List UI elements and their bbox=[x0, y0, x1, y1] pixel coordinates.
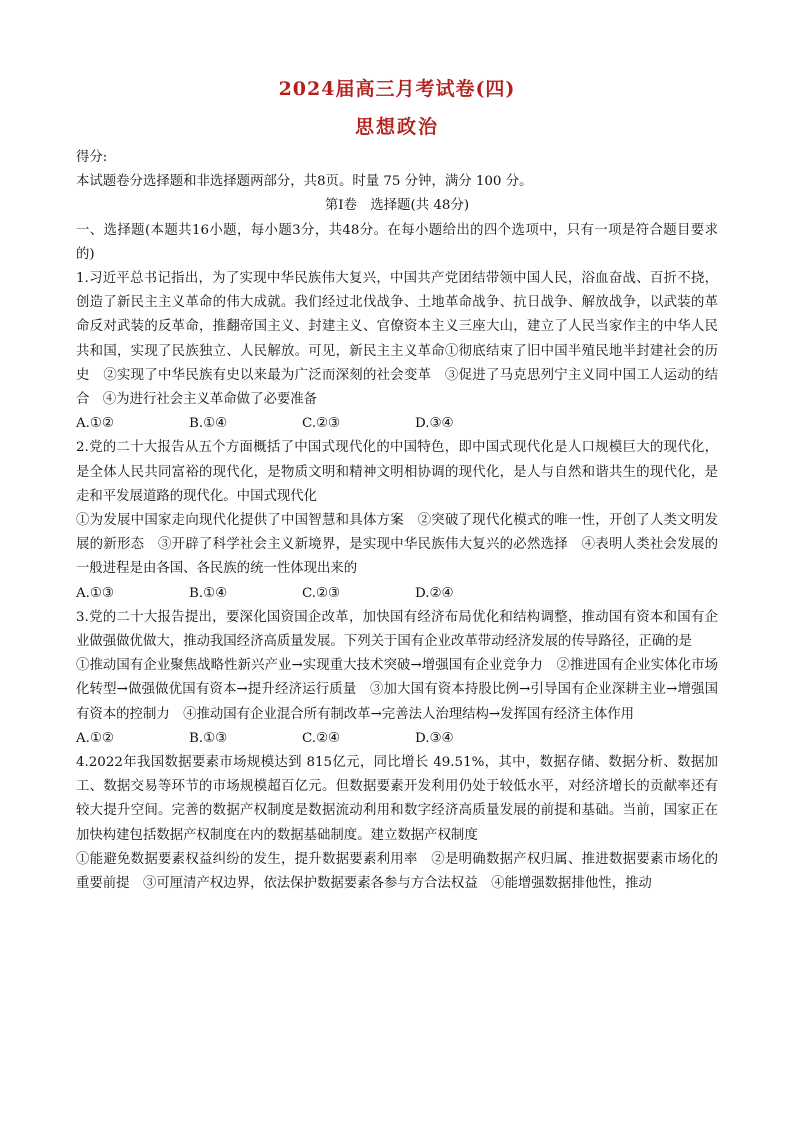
option-a: A.①③ bbox=[76, 585, 114, 601]
subject-title: 思想政治 bbox=[354, 116, 439, 138]
exam-intro: 本试题卷分选择题和非选择题两部分，共8页。时量 75 分钟，满分 100 分。 bbox=[76, 174, 533, 190]
option-b: B.①④ bbox=[189, 416, 228, 432]
question-1-stem: 1.习近平总书记指出，为了实现中华民族伟大复兴，中国共产党团结带领中国人民，浴血奋战、百折不挠，创造了新民主主义革命的伟大成就。我们经过北伐战争、土地革命战争、抗日战争、解放战争，以武装的革命反对武装的反革命，推翻帝国主义、封建主义、官僚资本主义三座大山，建立了人民当家作主的中华人民共和国，实现了民族独立、人民解放。可见，新民主主义革命①彻底结束了旧中国半殖民地半封建社会的历史 ②实现了中华民族有史以来最为广泛而深刻的社会变革 ③促进了马克思列宁主义同中国工人运动的结合 ④为进行社会主义革命做了必要准备 bbox=[76, 271, 718, 408]
option-b: B.①③ bbox=[189, 730, 228, 746]
option-d: D.③④ bbox=[415, 730, 454, 746]
question-3-options bbox=[76, 727, 718, 751]
exam-content bbox=[76, 146, 718, 896]
option-c: C.②③ bbox=[302, 585, 341, 601]
option-a: A.①② bbox=[76, 730, 114, 746]
question-2-stem: 2.党的二十大报告从五个方面概括了中国式现代化的中国特色，即中国式现代化是人口规模巨大的现代化，是全体人民共同富裕的现代化，是物质文明和精神文明相协调的现代化，是人与自然和谐共生的现代化，是走和平发展道路的现代化。中国式现代化 bbox=[76, 440, 718, 504]
question-3-stem: 3.党的二十大报告提出，要深化国资国企改革，加快国有经济布局优化和结构调整，推动国有资本和国有企业做强做优做大，推动我国经济高质量发展。下列关于国有企业改革带动经济发展的传导路径，正确的是 bbox=[76, 609, 718, 650]
option-d: D.③④ bbox=[415, 416, 454, 432]
option-b: B.①④ bbox=[189, 585, 228, 601]
exam-title: 2024届高三月考试卷(四) bbox=[278, 78, 516, 100]
question-4-items: ①能避免数据要素权益纠纷的发生，提升数据要素利用率 ②是明确数据产权归属、推进数据要素市场化的重要前提 ③可厘清产权边界，依法保护数据要素各参与方合法权益 ④能增强数据排他性，推动 bbox=[76, 851, 718, 892]
part-instruction: 一、选择题(本题共16小题，每小题3分，共48分。在每小题给出的四个选项中，只有一项是符合题目要求的) bbox=[76, 222, 718, 262]
question-4-stem: 4.2022年我国数据要素市场规模达到 815亿元，同比增长 49.51%，其中，数据存储、数据分析、数据加工、数据交易等环节的市场规模超百亿元。但数据要素开发利用仍处于较低水平，对经济增长的贡献率还有较大提升空间。完善的数据产权制度是数据流动利用和数字经济高质量发展的前提和基础。当前，国家正在加快构建包括数据产权制度在内的数据基础制度。建立数据产权制度 bbox=[76, 755, 718, 843]
option-c: C.②③ bbox=[302, 416, 341, 432]
question-1-options bbox=[76, 412, 718, 436]
question-3-items: ①推动国有企业聚焦战略性新兴产业→实现重大技术突破→增强国有企业竞争力 ②推进国有企业实体化市场化转型→做强做优国有资本→提升经济运行质量 ③加大国有资本持股比例→引导国有企业深耕主业→增强国有资本的控制力 ④推动国有企业混合所有制改革→完善法人治理结构→发挥国有经济主体作用 bbox=[76, 658, 718, 722]
question-2-items: ①为发展中国家走向现代化提供了中国智慧和具体方案 ②突破了现代化模式的唯一性，开创了人类文明发展的新形态 ③开辟了科学社会主义新境界，是实现中华民族伟大复兴的必然选择 ④表明人类社会发展的一般进程是由各国、各民族的统一性体现出来的 bbox=[76, 513, 718, 577]
section-title: 第Ⅰ卷 选择题(共 48分) bbox=[324, 198, 470, 214]
option-c: C.②④ bbox=[302, 730, 341, 746]
option-a: A.①② bbox=[76, 416, 114, 432]
option-d: D.②④ bbox=[415, 585, 454, 601]
question-2-options bbox=[76, 582, 718, 606]
score-label: 得分: bbox=[76, 150, 108, 165]
